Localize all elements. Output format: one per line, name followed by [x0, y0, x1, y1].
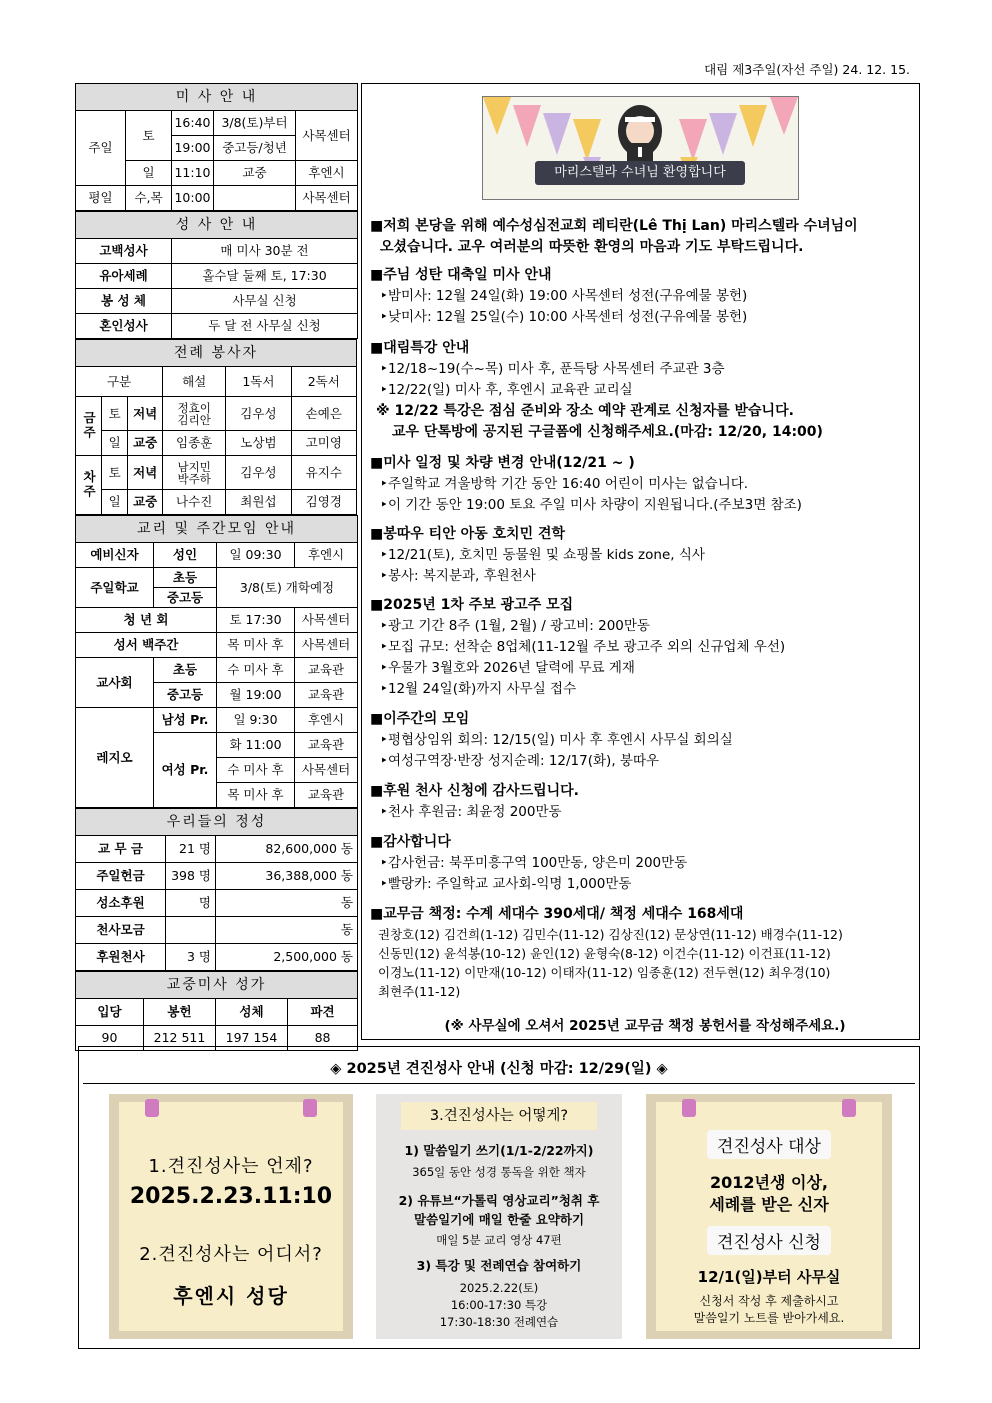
mass-sun: 일 — [126, 161, 172, 186]
mass-table — [75, 83, 358, 211]
catechism-label: 성서 백주간 — [76, 633, 217, 658]
liturgy-mass: 교중 — [128, 431, 163, 456]
commentator: 나수진 — [163, 490, 226, 515]
pledge-names: 최현주(11-12) — [378, 984, 461, 999]
offering-count: 398 명 — [166, 863, 216, 890]
pledge-names: 권창호(12) 김건희(1-12) 김민수(11-12) 김상진(12) 문상연(11-12) 배경수(11-12) — [378, 927, 843, 942]
notice-item: ‣평협상임위 회의: 12/15(일) 미사 후 후엔시 사무실 회의실 — [380, 732, 733, 748]
pin-icon — [303, 1099, 317, 1117]
confirmation-card-when-where — [109, 1094, 353, 1339]
offering-count — [166, 917, 216, 944]
offering-amount: 82,600,000 동 — [216, 836, 358, 863]
catechism-time: 화 11:00 — [217, 733, 295, 758]
sacrament-table — [75, 211, 358, 339]
offering-count: 21 명 — [166, 836, 216, 863]
notice-item: ‣빨랑카: 주일학교 교사회-익명 1,000만동 — [380, 876, 632, 892]
notice-meetings — [370, 709, 918, 772]
target-text: 2012년생 이상, — [709, 1173, 828, 1192]
mass-wed-thu: 수,목 — [126, 186, 172, 211]
notice-title: ■후원 천사 신청에 감사드립니다. — [370, 783, 579, 799]
notice-title: ■미사 일정 및 차량 변경 안내(12/21 ~ ) — [370, 455, 635, 471]
catechism-place: 후엔시 — [295, 543, 358, 568]
notice-item: ‣천사 후원금: 최윤정 200만동 — [380, 804, 562, 820]
notice-item: ‣12/18~19(수~목) 미사 후, 푼득탕 사목센터 주교관 3층 — [380, 361, 725, 377]
catechism-label: 예비신자 — [76, 543, 154, 568]
pledge-note: (※ 사무실에 오셔서 2025년 교무금 책정 봉헌서를 작성해주세요.) — [444, 1018, 846, 1034]
notice-welcome — [370, 216, 918, 258]
reader-1: 김우성 — [226, 397, 291, 431]
pledge-names: 신동민(12) 윤석봉(10-12) 윤인(12) 윤형숙(8-12) 이건수(11-12) 이건표(11-12) — [378, 946, 831, 961]
this-week-label: 금주 — [81, 410, 97, 440]
sacrament-value: 두 달 전 사무실 신청 — [172, 314, 358, 339]
mass-note — [214, 186, 296, 211]
answer-where: 후엔시 성당 — [173, 1284, 289, 1308]
target-heading: 견진성사 대상 — [707, 1130, 831, 1159]
sacrament-value: 사무실 신청 — [172, 289, 358, 314]
question-where: 2.견진성사는 어디서? — [139, 1244, 323, 1265]
offering-count: 3 명 — [166, 944, 216, 971]
offering-key: 교 무 금 — [76, 836, 166, 863]
hymn-number: 212 511 — [144, 1026, 216, 1051]
notice-item: ‣주일학교 겨울방학 기간 동안 16:40 어린이 미사는 없습니다. — [380, 476, 749, 492]
liturgy-day: 일 — [102, 431, 128, 456]
catechism-time: 목 미사 후 — [217, 633, 295, 658]
catechism-label: 교사회 — [76, 658, 154, 708]
how-step: 3) 특강 및 전례연습 참여하기 — [416, 1258, 582, 1273]
notice-item: ‣12/22(일) 미사 후, 후엔시 교육관 교리실 — [380, 382, 633, 398]
sacrament-value: 매 미사 30분 전 — [172, 239, 358, 264]
notice-field-trip — [370, 524, 918, 587]
apply-heading: 견진성사 신청 — [707, 1226, 831, 1255]
sacrament-title: 성 사 안 내 — [76, 212, 358, 239]
liturgy-mass: 교중 — [128, 490, 163, 515]
catechism-table — [75, 515, 358, 808]
notice-text: ※ 12/22 특강은 점심 준비와 장소 예약 관계로 신청자를 받습니다. — [376, 403, 794, 419]
apply-detail: 말씀일기 노트를 받아가세요. — [693, 1311, 845, 1325]
notice-text: ■저희 본당을 위해 예수성심전교회 레티란(Lê Thị Lan) 마리스텔라 수녀님이 — [370, 218, 858, 234]
liturgy-day: 토 — [102, 456, 128, 490]
how-detail: 365일 동안 성경 통독을 위한 책자 — [412, 1165, 586, 1179]
offering-key: 후원천사 — [76, 944, 166, 971]
confirmation-card-target — [646, 1094, 892, 1339]
liturgy-header: 1독서 — [226, 367, 291, 397]
commentator: 임종훈 — [163, 431, 226, 456]
hymn-table — [75, 971, 358, 1051]
hymn-number: 90 — [76, 1026, 144, 1051]
hymn-title: 교중미사 성가 — [76, 972, 358, 999]
mass-sunday: 주일 — [76, 111, 126, 186]
how-detail: 17:30-18:30 전례연습 — [439, 1315, 559, 1329]
notice-item: ‣여성구역장·반장 성지순례: 12/17(화), 붕따우 — [380, 753, 660, 769]
catechism-title: 교리 및 주간모임 안내 — [76, 516, 358, 543]
pin-icon — [682, 1099, 696, 1117]
catechism-place: 교육관 — [295, 733, 358, 758]
notice-text: 교우 단톡방에 공지된 구글폼에 신청해주세요.(마감: 12/20, 14:00) — [392, 424, 823, 440]
liturgy-header: 해설 — [163, 367, 226, 397]
sacrament-key: 고백성사 — [76, 239, 172, 264]
commentator: 남지민 박주하 — [163, 456, 226, 490]
pledge-names: 이경노(11-12) 이만재(10-12) 이태자(11-12) 임종훈(12) 전두현(12) 최우경(10) — [378, 965, 831, 980]
notice-title: ■이주간의 모임 — [370, 711, 470, 727]
mass-title: 미 사 안 내 — [76, 84, 358, 111]
sacrament-key: 혼인성사 — [76, 314, 172, 339]
bulletin-date: 대림 제3주일(자선 주일) 24. 12. 15. — [704, 62, 910, 77]
notice-title: ■봉따우 티안 아동 호치민 견학 — [370, 526, 566, 542]
offering-title: 우리들의 정성 — [76, 809, 358, 836]
pin-icon — [145, 1099, 159, 1117]
notice-title: ■감사합니다 — [370, 834, 451, 850]
catechism-time: 토 17:30 — [217, 608, 295, 633]
confirmation-card-how — [376, 1094, 622, 1339]
liturgy-mass: 저녁 — [128, 456, 163, 490]
hymn-header: 파견 — [288, 999, 358, 1026]
catechism-label: 주일학교 — [76, 568, 154, 608]
mass-time: 10:00 — [172, 186, 214, 211]
reader-1: 노상범 — [226, 431, 291, 456]
banner-label: 마리스텔라 수녀님 환영합니다 — [535, 161, 745, 185]
mass-time: 16:40 — [172, 111, 214, 136]
notice-item: ‣12/21(토), 호치민 동물원 및 쇼핑몰 kids zone, 식사 — [380, 547, 705, 563]
mass-place: 후엔시 — [296, 161, 358, 186]
catechism-label: 레지오 — [76, 708, 154, 808]
divider — [83, 1083, 915, 1084]
notices-box — [361, 83, 920, 1040]
reader-2: 유지수 — [291, 456, 356, 490]
offering-amount: 36,388,000 동 — [216, 863, 358, 890]
reader-2: 김영경 — [291, 490, 356, 515]
catechism-time: 월 19:00 — [217, 683, 295, 708]
offering-key: 성소후원 — [76, 890, 166, 917]
catechism-place: 사목센터 — [295, 608, 358, 633]
target-text: 세례를 받은 신자 — [709, 1195, 829, 1214]
catechism-place: 사목센터 — [295, 758, 358, 783]
reader-1: 최원섭 — [226, 490, 291, 515]
mass-weekday: 평일 — [76, 186, 126, 211]
offering-count: 명 — [166, 890, 216, 917]
hymn-header: 입당 — [76, 999, 144, 1026]
how-step: 1) 말씀일기 쓰기(1/1-2/22까지) — [404, 1143, 594, 1158]
reader-1: 김우성 — [226, 456, 291, 490]
catechism-note: 3/8(토) 개학예정 — [217, 568, 358, 608]
catechism-time: 수 미사 후 — [217, 658, 295, 683]
sacrament-key: 봉 성 체 — [76, 289, 172, 314]
notice-text: 오셨습니다. 교우 여러분의 따뜻한 환영의 마음과 기도 부탁드립니다. — [380, 239, 804, 255]
offering-table — [75, 808, 358, 971]
how-detail: 16:00-17:30 특강 — [450, 1298, 548, 1312]
notice-item: ‣봉사: 복지분과, 후원천사 — [380, 568, 536, 584]
notice-christmas — [370, 265, 918, 328]
notice-sponsors — [370, 781, 918, 823]
liturgy-mass: 저녁 — [128, 397, 163, 431]
catechism-place: 교육관 — [295, 658, 358, 683]
reader-2: 고미영 — [291, 431, 356, 456]
catechism-time: 목 미사 후 — [217, 783, 295, 808]
offering-key: 천사모금 — [76, 917, 166, 944]
notice-item: ‣밤미사: 12월 24일(화) 19:00 사목센터 성전(구유예물 봉헌) — [380, 288, 748, 304]
catechism-sub: 남성 Pr. — [154, 708, 217, 733]
sacrament-key: 유아세례 — [76, 264, 172, 289]
notice-item: ‣감사헌금: 북푸미흥구역 100만동, 양은미 200만동 — [380, 855, 688, 871]
hymn-number: 88 — [288, 1026, 358, 1051]
liturgy-day: 토 — [102, 397, 128, 431]
answer-when: 2025.2.23.11:10 — [129, 1184, 333, 1209]
notice-thanks — [370, 832, 918, 895]
mass-time: 11:10 — [172, 161, 214, 186]
mass-time: 19:00 — [172, 136, 214, 161]
question-when: 1.견진성사는 언제? — [148, 1156, 314, 1177]
notice-item: ‣광고 기간 8주 (1월, 2월) / 광고비: 200만동 — [380, 618, 650, 634]
catechism-label: 청 년 회 — [76, 608, 217, 633]
catechism-time: 일 9:30 — [217, 708, 295, 733]
catechism-sub: 초등 — [154, 568, 217, 588]
next-week-label: 차주 — [81, 469, 97, 499]
welcome-banner — [482, 96, 799, 200]
notice-title: ■주님 성탄 대축일 미사 안내 — [370, 267, 552, 283]
hymn-header: 성체 — [216, 999, 288, 1026]
catechism-time: 수 미사 후 — [217, 758, 295, 783]
catechism-sub: 초등 — [154, 658, 217, 683]
how-title: 3.견진성사는 어떻게? — [401, 1102, 597, 1130]
notice-title: ■2025년 1차 주보 광고주 모집 — [370, 597, 574, 613]
notice-item: ‣낮미사: 12월 25일(수) 10:00 사목센터 성전(구유예물 봉헌) — [380, 309, 748, 325]
notice-item: ‣이 기간 동안 19:00 토요 주일 미사 차량이 지원됩니다.(주보3면 참조) — [380, 497, 802, 513]
left-info-column — [75, 83, 357, 1051]
mass-sat: 토 — [126, 111, 172, 161]
notice-advent-lecture — [370, 338, 918, 443]
notice-item: ‣우물가 3월호와 2026년 달력에 무료 게재 — [380, 660, 635, 676]
confirmation-title: ◈ 2025년 견진성사 안내 (신청 마감: 12/29(일) ◈ — [330, 1061, 668, 1077]
reader-2: 손예은 — [291, 397, 356, 431]
sacrament-value: 홀수달 둘째 토, 17:30 — [172, 264, 358, 289]
offering-amount: 동 — [216, 917, 358, 944]
offering-amount: 2,500,000 동 — [216, 944, 358, 971]
mass-note: 3/8(토)부터 — [214, 111, 296, 136]
mass-note: 교중 — [214, 161, 296, 186]
notice-title: ■대림특강 안내 — [370, 340, 470, 356]
liturgy-title: 전례 봉사자 — [76, 340, 357, 367]
catechism-place: 교육관 — [295, 683, 358, 708]
apply-text: 12/1(일)부터 사무실 — [697, 1268, 841, 1286]
notice-schedule-change — [370, 453, 918, 516]
mass-note: 중고등/청년 — [214, 136, 296, 161]
liturgy-header: 2독서 — [291, 367, 356, 397]
notice-item: ‣12월 24일(화)까지 사무실 접수 — [380, 681, 577, 697]
hymn-number: 197 154 — [216, 1026, 288, 1051]
catechism-place: 사목센터 — [295, 633, 358, 658]
liturgy-day: 일 — [102, 490, 128, 515]
notice-item: ‣모집 규모: 선착순 8업체(11-12월 주보 광고주 외의 신규업체 우선) — [380, 639, 786, 655]
apply-detail: 신청서 작성 후 제출하시고 — [699, 1294, 839, 1308]
catechism-sub: 여성 Pr. — [154, 733, 217, 808]
pin-icon — [842, 1099, 856, 1117]
catechism-sub: 중고등 — [154, 683, 217, 708]
mass-place: 사목센터 — [296, 111, 358, 161]
catechism-sub: 중고등 — [154, 588, 217, 608]
how-step: 2) 유튜브“가톨릭 영상교리”청취 후 — [398, 1193, 600, 1208]
notice-title: ■교무금 책정: 수계 세대수 390세대/ 책정 세대수 168세대 — [370, 906, 744, 922]
mass-place: 사목센터 — [296, 186, 358, 211]
how-detail: 매일 5분 교리 영상 47편 — [436, 1233, 562, 1247]
liturgy-table — [75, 339, 357, 515]
how-step: 말씀일기에 매일 한줄 요약하기 — [413, 1212, 585, 1227]
offering-amount: 동 — [216, 890, 358, 917]
catechism-place: 후엔시 — [295, 708, 358, 733]
notice-pledge — [370, 904, 918, 1001]
liturgy-header: 구분 — [76, 367, 163, 397]
offering-key: 주일헌금 — [76, 863, 166, 890]
hymn-header: 봉헌 — [144, 999, 216, 1026]
catechism-sub: 성인 — [154, 543, 217, 568]
catechism-time: 일 09:30 — [217, 543, 295, 568]
catechism-place: 교육관 — [295, 783, 358, 808]
commentator: 정효이 김리안 — [163, 397, 226, 431]
confirmation-box — [78, 1046, 920, 1349]
nun-illustration-icon — [618, 105, 662, 163]
how-detail: 2025.2.22(토) — [459, 1281, 539, 1295]
notice-advertisers — [370, 595, 918, 700]
